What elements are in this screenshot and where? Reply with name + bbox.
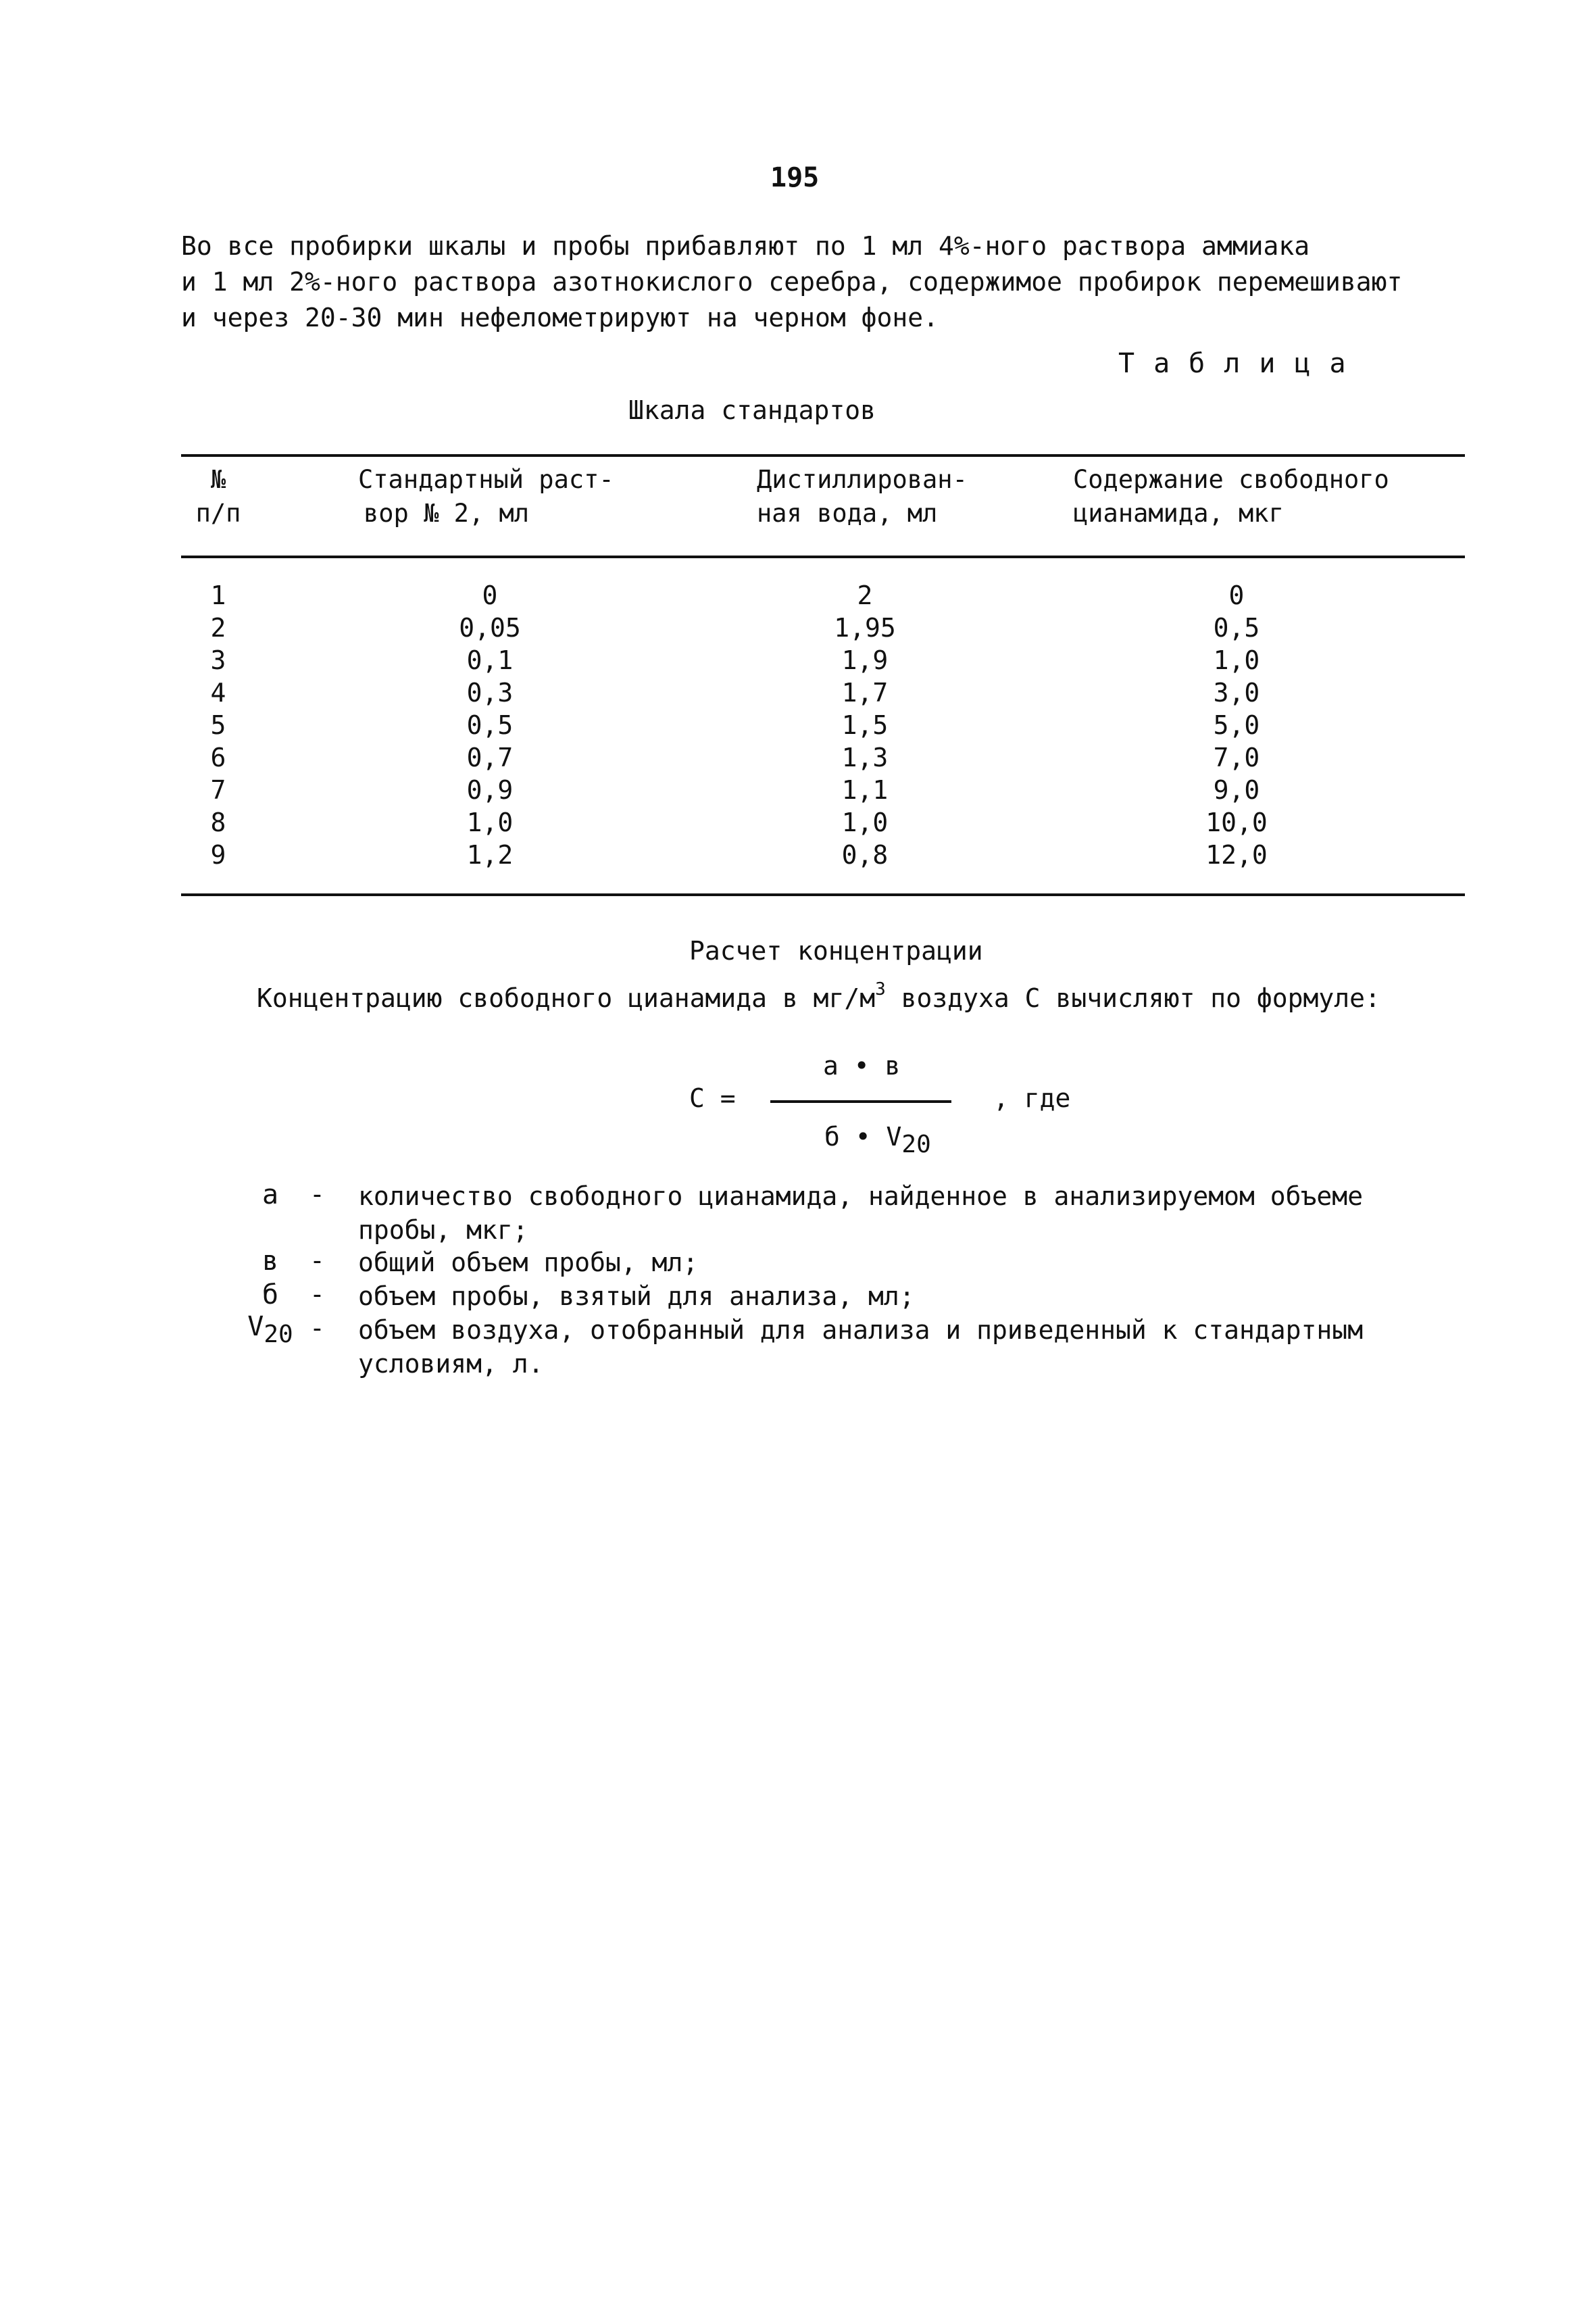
header-line: Дистиллирован- bbox=[757, 465, 968, 494]
formula-tail: , где bbox=[993, 1083, 1071, 1113]
symbol-text: V bbox=[247, 1311, 264, 1342]
cell-number: 6 bbox=[210, 743, 226, 772]
page-number: 195 bbox=[770, 162, 820, 193]
header-line: цианамида, мкг bbox=[1073, 499, 1284, 528]
legend-line: объем воздуха, отобранный для анализа и приведенный к стандартным bbox=[358, 1315, 1364, 1345]
legend-symbol bbox=[233, 1279, 307, 1310]
cell-standard: 0 bbox=[482, 581, 498, 610]
legend-dash: - bbox=[309, 1313, 325, 1343]
cell-standard: 0,1 bbox=[466, 645, 514, 675]
symbol-text: б bbox=[261, 1279, 279, 1310]
cell-standard: 1,2 bbox=[466, 840, 514, 870]
legend-dash: - bbox=[309, 1246, 325, 1275]
unit-exponent: 3 bbox=[875, 979, 886, 1000]
header-cyanamide-content bbox=[1073, 463, 1389, 531]
cell-number: 1 bbox=[210, 581, 226, 610]
cell-water: 1,1 bbox=[841, 775, 889, 805]
cell-number: 3 bbox=[210, 645, 226, 675]
cell-number: 2 bbox=[210, 613, 226, 643]
table-top-rule bbox=[181, 454, 1465, 457]
formula-denominator bbox=[824, 1122, 931, 1158]
header-line: Стандартный раст- bbox=[358, 465, 614, 494]
cell-standard: 0,05 bbox=[459, 613, 521, 643]
cell-content: 0 bbox=[1228, 581, 1245, 610]
cell-water: 1,95 bbox=[834, 613, 896, 643]
legend-line: общий объем пробы, мл; bbox=[358, 1248, 699, 1277]
legend-line: количество свободного цианамида, найденное в анализируемом объеме bbox=[358, 1181, 1364, 1211]
header-line: Содержание свободного bbox=[1073, 465, 1389, 494]
cell-water: 1,9 bbox=[841, 645, 889, 675]
header-line: № bbox=[210, 465, 226, 494]
formula-lhs: С = bbox=[689, 1083, 736, 1113]
cell-number: 5 bbox=[210, 710, 226, 740]
legend-symbol bbox=[233, 1246, 307, 1277]
cell-number: 8 bbox=[210, 808, 226, 837]
legend-line: объем пробы, взятый для анализа, мл; bbox=[358, 1281, 915, 1311]
cell-water: 1,3 bbox=[841, 743, 889, 772]
table-title: Шкала стандартов bbox=[628, 395, 876, 425]
legend-symbol bbox=[233, 1311, 307, 1348]
table-label: Таблица bbox=[1118, 348, 1365, 379]
header-line: п/п bbox=[195, 499, 241, 528]
intro-line: и 1 мл 2%-ного раствора азотнокислого серебра, содержимое пробирок перемешивают bbox=[181, 267, 1403, 297]
cell-content: 3,0 bbox=[1213, 678, 1260, 708]
cell-standard: 0,9 bbox=[466, 775, 514, 805]
cell-standard: 0,5 bbox=[466, 710, 514, 740]
header-distilled-water bbox=[757, 463, 968, 531]
table-bottom-rule bbox=[181, 893, 1465, 896]
symbol-subscript: 20 bbox=[264, 1321, 293, 1348]
intro-line: и через 20-30 мин нефелометрируют на черном фоне. bbox=[181, 303, 939, 333]
header-standard-solution bbox=[358, 463, 614, 531]
legend-dash: - bbox=[309, 1179, 325, 1209]
table-header-rule bbox=[181, 556, 1465, 558]
cell-water: 1,0 bbox=[841, 808, 889, 837]
intro-line: Во все пробирки шкалы и пробы прибавляют по 1 мл 4%-ного раствора аммиака bbox=[181, 231, 1310, 261]
denominator-text: б • V bbox=[824, 1122, 902, 1152]
cell-standard: 0,7 bbox=[466, 743, 514, 772]
cell-content: 9,0 bbox=[1213, 775, 1260, 805]
formula-numerator: а • в bbox=[823, 1051, 901, 1081]
symbol-text: а bbox=[261, 1179, 279, 1210]
cell-content: 12,0 bbox=[1205, 840, 1268, 870]
cell-content: 1,0 bbox=[1213, 645, 1260, 675]
cell-content: 7,0 bbox=[1213, 743, 1260, 772]
header-number bbox=[181, 463, 255, 531]
intro-paragraph bbox=[181, 228, 1451, 336]
symbol-text: в bbox=[261, 1246, 279, 1277]
legend-description bbox=[358, 1279, 1426, 1313]
cell-content: 10,0 bbox=[1205, 808, 1268, 837]
cell-content: 5,0 bbox=[1213, 710, 1260, 740]
cell-number: 7 bbox=[210, 775, 226, 805]
legend-symbol bbox=[233, 1179, 307, 1210]
formula-intro bbox=[257, 979, 1380, 1013]
header-line: вор № 2, мл bbox=[364, 499, 530, 528]
cell-standard: 0,3 bbox=[466, 678, 514, 708]
legend-description bbox=[358, 1179, 1426, 1247]
formula-intro-text: воздуха С вычисляют по формуле: bbox=[885, 983, 1380, 1013]
legend-line: пробы, мкг; bbox=[358, 1215, 528, 1245]
cell-water: 1,7 bbox=[841, 678, 889, 708]
header-line: ная вода, мл bbox=[757, 499, 938, 528]
cell-water: 2 bbox=[857, 581, 873, 610]
cell-standard: 1,0 bbox=[466, 808, 514, 837]
section-heading: Расчет концентрации bbox=[689, 936, 983, 966]
legend-dash: - bbox=[309, 1279, 325, 1309]
fraction-bar bbox=[770, 1100, 951, 1103]
cell-number: 9 bbox=[210, 840, 226, 870]
cell-number: 4 bbox=[210, 678, 226, 708]
cell-water: 1,5 bbox=[841, 710, 889, 740]
legend-line: условиям, л. bbox=[358, 1349, 544, 1379]
legend-description bbox=[358, 1246, 1426, 1279]
cell-content: 0,5 bbox=[1213, 613, 1260, 643]
formula-intro-text: Концентрацию свободного цианамида в мг/м bbox=[257, 983, 876, 1013]
legend-description bbox=[358, 1313, 1426, 1381]
denominator-subscript: 20 bbox=[901, 1131, 931, 1158]
cell-water: 0,8 bbox=[841, 840, 889, 870]
